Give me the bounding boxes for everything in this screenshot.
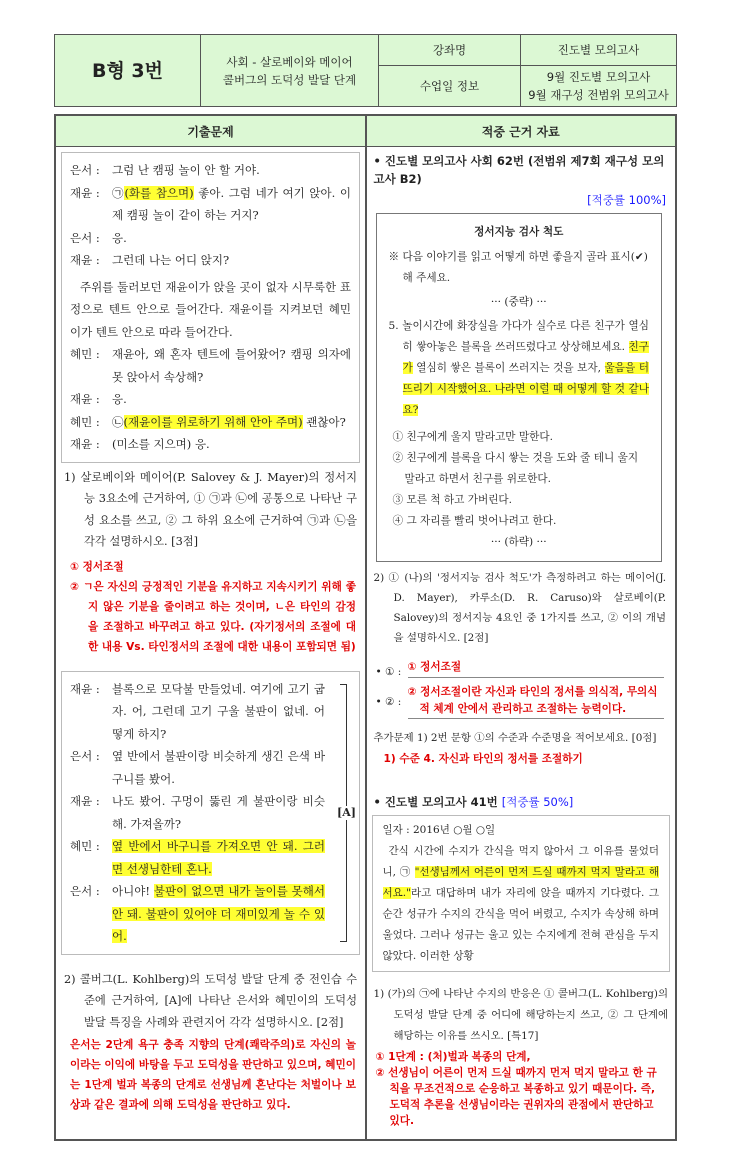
source-question-2 — [374, 984, 669, 1047]
dialogue-text: 옆 반에서 불판이랑 비슷하게 생긴 은색 바구니를 봤어. — [112, 749, 325, 786]
record-text-post: 라고 대답하며 내가 자리에 앉을 때까지 기다렸다. 그 순간 성규가 수지의 간식을 먹어 버렸고, 수지가 속상해 하며 울었다. 그러나 성규는 울고 있는 수지에게 전혀 관심을 두지 않았다. 이러한 상황 — [382, 887, 659, 962]
dialogue-text: 응. — [112, 230, 127, 245]
column-header-right: 적중 근거 자료 — [367, 116, 676, 147]
scale-item-text: 5. 놀이시간에 화장실을 가다가 실수로 다른 친구가 열심히 쌓아놓은 블록을 쓰러뜨렸다고 상상해보세요. — [388, 320, 649, 353]
source-answer-2-part-2: ② 선생님이 어른이 먼저 드실 때까지 먼저 먹지 말라고 한 규칙을 무조건적으로 순응하고 복종하고 있기 때문이다. 즉, 도덕적 추론을 선생님이라는 권위자의 관점에서 판단하고 있다. — [375, 1067, 657, 1127]
highlight-text: 옆 반에서 바구니를 가져오면 안 돼. 그러면 선생님한테 혼나. — [112, 839, 325, 876]
dialogue-line — [70, 433, 351, 456]
dialogue-line — [70, 880, 325, 948]
answer-1-part-2: ② ㄱ은 자신의 긍정적인 기분을 유지하고 지속시키기 위해 좋지 않은 기분을 줄이려고 하는 것이며, ㄴ은 타인의 감정을 조절하고 바꾸려고 하고 있다. (자기정서의 조절에 대한 내용 Vs. 타인정서의 조절에 대한 내용이 포함되면 됨) — [70, 580, 356, 653]
speaker: 은서 : — [70, 230, 100, 245]
highlight-text: (재윤이를 위로하기 위해 안아 주며) — [123, 414, 303, 429]
column-header-left: 기출문제 — [56, 116, 365, 147]
scale-option: ② 친구에게 블록을 다시 쌓는 것을 도와 줄 테니 울지 말라고 하면서 친구를 위로한다. — [392, 452, 639, 485]
dialogue-text: 괜찮아? — [302, 414, 346, 429]
scale-item-5 — [389, 316, 650, 421]
topic-line-2: 콜버그의 도덕성 발달 단계 — [222, 72, 357, 87]
source-2-title — [374, 793, 671, 811]
dialogue-text — [112, 249, 351, 272]
record-date: 일자 : 2016년 ○월 ○일 — [382, 824, 496, 836]
highlight-text: "선생님께서 어른이 먼저 드실 때까지 먹지 말라고 해서요." — [382, 866, 660, 899]
answer-2: 은서는 2단계 욕구 충족 지향의 단계(쾌락주의)로 자신의 놀이라는 이익에 바탕을 두고 도덕성을 판단하고 있으며, 혜민이는 1단계 벌과 복종의 단계로 선생님께 혼난다는 처벌이나 보상과 같은 결과에 의해 도덕성을 판단하고 있다. — [70, 1039, 356, 1111]
main-table — [54, 114, 677, 1141]
dialogue-line — [70, 249, 351, 272]
question-2-text: 2) 콜버그(L. Kohlberg)의 도덕성 발달 단계 중 전인습 수준에 근거하여, [A]에 나타난 은서와 혜민이의 도덕성 발달 특징을 사례와 관련지어 각각 설명하시오. [2점] — [64, 972, 357, 1029]
dialogue-line — [70, 182, 351, 227]
bracket-a-label: [A] — [337, 805, 356, 819]
right-column — [367, 147, 676, 1139]
dialogue-text — [112, 343, 351, 388]
extra-question: 추가문제 1) 2번 문항 ①의 수준과 수준명을 적어보세요. [0점] — [373, 732, 657, 744]
record-text-pre: 간식 시간에 수지가 간식을 먹지 않아서 그 이유를 물었더니, ㉠ — [382, 845, 659, 878]
header-table — [54, 34, 677, 107]
dialogue-text — [112, 388, 351, 411]
source-1-title: • 진도별 모의고사 사회 62번 (전범위 제7회 재구성 모의고사 B2) — [373, 154, 665, 186]
speaker: 재윤 : — [70, 681, 100, 696]
question-1 — [64, 467, 357, 553]
dialogue-text — [112, 790, 325, 835]
observation-record-box — [372, 815, 671, 972]
scale-option: ① 친구에게 울지 말라고만 말한다. — [392, 431, 553, 443]
scale-instruction: ※ 다음 이야기를 읽고 어떻게 하면 좋을지 골라 표시(✔) 해 주세요. — [388, 251, 648, 284]
answer-blanks — [376, 654, 665, 719]
dialogue-line — [70, 159, 351, 182]
source-question-2-text: 1) (가)의 ㉠에 나타난 수지의 반응은 ① 콜버그(L. Kohlberg)의 도덕성 발달 단계 중 어디에 해당하는지 쓰고, ② 그 단계에 해당하는 이유를 쓰시오. [특17] — [373, 988, 668, 1042]
date-value — [521, 66, 677, 107]
source-2-title-text: • 진도별 모의고사 41번 — [373, 795, 502, 809]
source-question-1-text: 2) ① (나)의 '정서지능 검사 척도'가 측정하려고 하는 메이어(J. D. Mayer), 카루소(D. R. Caruso)와 살로베이(P. Salovey)의 정서지능 4요인 중 1가지를 쓰고, ② 이의 개념을 설명하시오. [2점] — [373, 572, 666, 644]
highlight-text: 울음을 터뜨리기 시작했어요. 나라면 이럴 때 어떻게 할 것 같나요? — [402, 362, 649, 416]
blank-1-answer: ① 정서조절 — [408, 657, 665, 678]
dialogue-text: (미소를 지으며) 응. — [112, 437, 210, 451]
speaker: 혜민 : — [70, 839, 100, 853]
dialogue-line — [70, 835, 325, 880]
topic — [201, 35, 379, 107]
dialogue-text: 블록으로 모닥불 만들었네. 여기에 고기 굽자. 어, 그런데 고기 구울 불판이 없네. 어떻게 하지? — [112, 681, 325, 741]
highlight-text: 친구가 — [402, 341, 649, 374]
dialogue-text — [112, 227, 351, 250]
dialogue-text: 응. — [112, 392, 127, 406]
dialogue-text: 재윤아, 왜 혼자 텐트에 들어왔어? 캠핑 의자에 못 앉아서 속상해? — [112, 347, 351, 384]
dialogue-line — [70, 678, 325, 746]
highlight-text: (화를 참으며) — [124, 185, 194, 200]
scale-title: 정서지능 검사 척도 — [474, 226, 564, 238]
dialogue-text — [112, 159, 351, 182]
question-code: B형 3번 — [55, 35, 201, 107]
dialogue-text — [112, 880, 325, 948]
dialogue-text: 나도 봤어. 구멍이 뚫린 게 불판이랑 비슷해. 가져올까? — [112, 794, 325, 831]
dialogue-text — [112, 745, 325, 790]
course-value: 진도별 모의고사 — [521, 35, 677, 66]
speaker: 재윤 : — [70, 253, 100, 267]
dialogue-pre: ㉡ — [112, 414, 124, 429]
blank-2-label: • ② : — [375, 695, 402, 708]
date-value-line-1: 9월 진도별 모의고사 — [546, 70, 651, 84]
blank-1-label: • ① : — [375, 666, 402, 678]
dialogue-text — [112, 182, 351, 227]
dialogue-line — [70, 790, 325, 835]
source-answer-2 — [376, 1049, 665, 1129]
course-label: 강좌명 — [379, 35, 521, 66]
question-1-text: 1) 살로베이와 메이어(P. Salovey & J. Mayer)의 정서지능 3요소에 근거하여, ① ㉠과 ㉡에 공통으로 나타난 구성 요소를 쓰고, ② 그 하위 요소에 근거하여 ㉠과 ㉡을 각각 설명하시오. [3점] — [64, 470, 357, 548]
topic-line-1: 사회 - 살로베이와 메이어 — [226, 54, 353, 69]
speaker: 은서 : — [70, 163, 100, 177]
scale-option: ③ 모른 척 하고 가버린다. — [392, 494, 513, 506]
speaker: 재윤 : — [70, 794, 100, 808]
left-column — [56, 147, 365, 1139]
dialogue-text: 그럼 난 캠핑 놀이 안 할 거야. — [112, 163, 260, 177]
dialogue-text — [112, 433, 351, 456]
answer-1 — [70, 557, 356, 657]
dialogue-line — [70, 745, 325, 790]
source-2-rate: [적중률 50%] — [501, 795, 574, 809]
source-question-1 — [374, 568, 667, 648]
dialogue-text: 그런데 나는 어디 앉지? — [112, 253, 230, 267]
date-label: 수업일 정보 — [379, 66, 521, 107]
dialogue-line — [70, 343, 351, 388]
speaker: 은서 : — [70, 749, 100, 763]
scale-option: ④ 그 자리를 빨리 벗어나려고 한다. — [392, 515, 557, 527]
speaker: 은서 : — [70, 884, 100, 898]
dialogue-line — [70, 388, 351, 411]
blank-2-answer: ② 정서조절이란 자신과 타인의 정서를 의식적, 무의식적 체계 안에서 관리하고 조절하는 능력이다. — [408, 684, 665, 719]
dialogue-text — [112, 678, 325, 746]
dialogue-line — [70, 411, 351, 434]
question-2 — [64, 969, 357, 1034]
passage-box-2 — [61, 671, 360, 955]
source-answer-2-part-1: ① 1단계 : (처)벌과 복종의 단계, — [375, 1051, 531, 1063]
passage-box-1 — [61, 152, 360, 463]
dialogue-text — [112, 835, 325, 880]
dialogue-pre: ㉠ — [112, 185, 125, 200]
scale-end: ··· (하략) ··· — [490, 536, 547, 548]
emotional-intelligence-scale-box — [376, 213, 663, 562]
answer-1-part-1: ① 정서조절 — [70, 560, 124, 573]
dialogue-line — [70, 227, 351, 250]
speaker: 혜민 : — [70, 347, 100, 361]
dialogue-pre: 아니야! — [112, 884, 154, 898]
scale-omitted: ··· (중략) ··· — [490, 296, 547, 308]
highlight-text: 불판이 없으면 내가 놀이를 못해서 안 돼. 불판이 있어야 더 재미있게 놀 수 있어. — [112, 884, 325, 943]
record-text — [383, 841, 660, 967]
dialogue-text: 좋아. 그럼 네가 여기 앉아. 이제 캠핑 놀이 같이 하는 거지? — [112, 185, 351, 222]
speaker: 재윤 : — [70, 392, 100, 406]
scale-item-text: 열심히 쌓은 블록이 쓰러지는 것을 보자, — [412, 362, 605, 374]
extra-answer: 1) 수준 4. 자신과 타인의 정서를 조절하기 — [383, 753, 583, 765]
speaker: 재윤 : — [70, 185, 100, 200]
dialogue-text — [112, 411, 351, 434]
speaker: 혜민 : — [70, 414, 100, 429]
passage-narration: 주위를 둘러보던 재윤이가 앉을 곳이 없자 시무룩한 표정으로 텐트 안으로 들어간다. 재윤이를 지켜보던 혜민이가 텐트 안으로 따라 들어간다. — [70, 279, 351, 339]
speaker: 재윤 : — [70, 437, 100, 451]
date-value-line-2: 9월 재구성 전범위 모의고사 — [528, 88, 669, 102]
source-1-rate: [적중률 100%] — [587, 193, 666, 207]
